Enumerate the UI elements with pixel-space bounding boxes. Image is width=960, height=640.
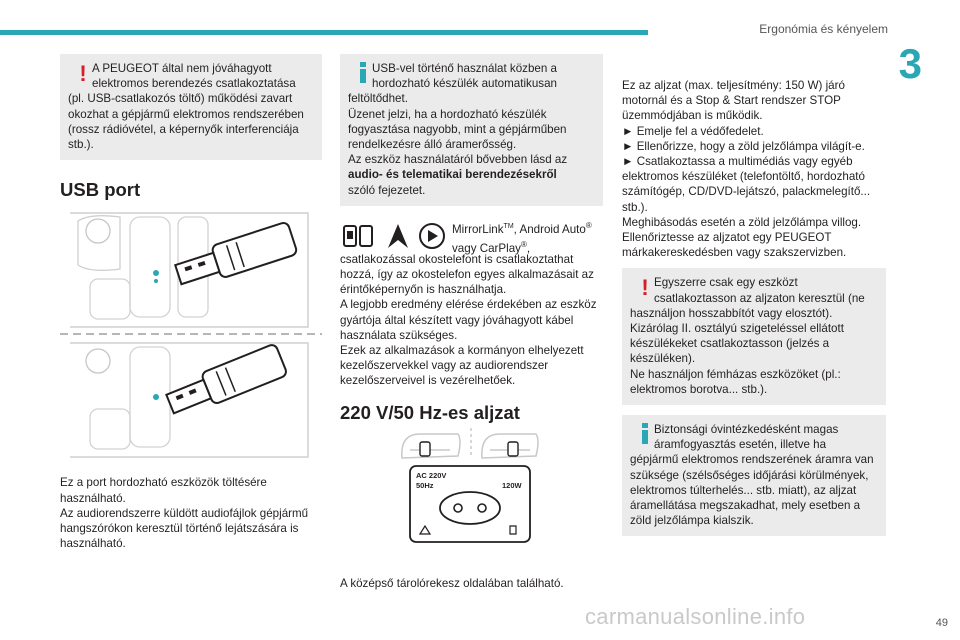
android-auto-icon — [388, 224, 408, 248]
column-right — [622, 78, 886, 536]
info-box — [340, 54, 603, 206]
registered-mark: ® — [585, 220, 592, 230]
step-3: ► Csatlakoztassa a multimédiás vagy egyéb elektromos készüléket (telefontöltő, hordozható számítógép, CD/DVD-lejátszó, palackmelegítő... stb.). — [622, 155, 871, 214]
info2-rest: gépjármű elektromos rendszerének áramra van szüksége (szélsőséges időjárási körülmények, elektromos túlterhelés... stb. miatt), az aljzat áramellátása megszakadhat, mely esetben a zöld jelzőlámpa kialszik. — [630, 453, 874, 528]
warn2-line-2: csatlakoztasson az aljzaton keresztül (ne — [654, 291, 865, 305]
header-accent-bar — [0, 30, 648, 35]
socket-caption: A középső tárolórekesz oldalában található. — [340, 576, 564, 590]
socket-illustration — [340, 428, 603, 568]
info-line-3: feltöltődhet. — [348, 92, 408, 106]
usb-text-1: Ez a port hordozható eszközök töltésére használható. — [60, 476, 267, 505]
socket-pin-left — [454, 504, 462, 512]
mirrorlink-icon — [344, 226, 372, 246]
column-middle — [340, 54, 603, 591]
section-title: Ergonómia és kényelem — [759, 22, 888, 36]
console-top-view — [402, 428, 538, 458]
registered-mark-2: ® — [520, 239, 527, 249]
trademark: TM — [503, 222, 514, 230]
socket-label-ac: AC 220V — [416, 470, 447, 480]
socket-power-text: Ez az aljzat (max. teljesítmény: 150 W) járó motornál és a Stop & Start rendszer STOP üzemmódjában is működik. — [622, 79, 845, 123]
mirror-description — [340, 252, 603, 389]
socket-pin-right — [478, 504, 486, 512]
socket-label-hz: 50Hz — [416, 480, 434, 490]
info-icon-2 — [635, 423, 655, 445]
info-line-6: szóló fejezetet. — [348, 183, 426, 197]
info2-line-1: Biztonsági óvintézkedésként magas — [654, 423, 839, 437]
warning-box-2 — [622, 268, 886, 405]
column-left — [60, 54, 322, 551]
socket-faceplate — [410, 466, 530, 542]
step-1: ► Emelje fel a védőfedelet. — [622, 124, 764, 138]
watermark: carmanualsonline.info — [585, 604, 806, 629]
mirror-text-3: Ezek az alkalmazások a kormányon elhelyezett kezelőszervekkel vagy az audiorendszer kezelőszerveivel is vezérelhetőek. — [340, 344, 584, 388]
warn2-line-3: használjon hosszabbítót vagy elosztót). — [630, 306, 833, 320]
carplay-text: vagy CarPlay — [452, 241, 521, 255]
socket-heading: 220 V/50 Hz-es aljzat — [340, 401, 520, 423]
socket-details — [622, 78, 886, 260]
info-icon — [353, 62, 373, 84]
mirror-label — [452, 218, 604, 256]
usb-description — [60, 475, 322, 551]
mirror-row — [340, 218, 603, 255]
warning-icon-2: ! — [641, 275, 649, 301]
step-2: ► Ellenőrizze, hogy a zöld jelzőlámpa világít-e. — [622, 139, 865, 153]
warn2-line-1: Egyszerre csak egy eszközt — [654, 276, 798, 290]
usb-plug-top — [173, 222, 298, 291]
socket-outlet — [440, 492, 500, 524]
info-line-1: USB-vel történő használat közben a — [372, 62, 557, 75]
usb-port-illustration — [60, 209, 322, 459]
usb-text-2: Az audiorendszerre küldött audiofájlok gépjármű hangszórókon keresztül történő lejátszására is használható. — [60, 506, 309, 551]
dealer-text: Ellenőriztesse az aljzatot egy PEUGEOT márkakereskedésben vagy szakszervizben. — [622, 231, 847, 260]
info-bold-text: audio- és telematikai berendezésekről — [348, 168, 557, 182]
fault-text: Meghibásodás esetén a zöld jelzőlámpa villog. — [622, 215, 862, 229]
info-line-2: hordozható készülék automatikusan — [372, 77, 557, 91]
warning-icon: ! — [79, 61, 87, 86]
info-line-4: Üzenet jelzi, ha a hordozható készülék fogyasztása nagyobb, mint a gépjárműben rendelkezésre álló áramerősség. — [348, 107, 567, 152]
comma: , — [526, 241, 531, 255]
mirrorlink-text: MirrorLink — [452, 222, 504, 236]
chapter-number: 3 — [898, 40, 922, 87]
warn2-line-4: Kizárólag II. osztályú szigeteléssel ellátott készülékeket csatlakoztasson (jelzés a készüléken). — [630, 322, 844, 366]
info-box-2 — [622, 415, 886, 536]
warning-line-2: elektromos berendezés csatlakoztatása — [92, 77, 296, 91]
warn2-line-5: Ne használjon fémházas eszközöket (pl.: elektromos borotva... stb.). — [630, 367, 841, 396]
warning-line-1: A PEUGEOT által nem jóváhagyott — [92, 62, 272, 75]
info2-line-2: áramfogyasztás esetén, illetve ha — [654, 438, 827, 452]
android-auto-text: , Android Auto — [513, 222, 586, 236]
warning-box — [60, 54, 322, 160]
smartphone-apps-icons — [342, 220, 450, 252]
carplay-icon — [420, 224, 444, 248]
usb-heading: USB port — [60, 179, 141, 201]
socket-label-w: 120W — [502, 480, 522, 490]
page-number: 49 — [935, 617, 948, 629]
mirror-text-1: csatlakozással okostelefont is csatlakoztathat hozzá, így az okostelefon egyes alkalmazásait az érintőképernyőn is használhatja. — [340, 252, 594, 297]
info-line-5: Az eszköz használatáról bővebben lásd az — [348, 153, 568, 167]
mirror-text-2: A legjobb eredmény elérése érdekében az eszköz gyártója által készített vagy jóváhagyott kábel használata szükséges. — [340, 298, 597, 342]
usb-plug-bottom — [164, 344, 288, 420]
warning-rest: (pl. USB-csatlakozós töltő) működési zavart okozhat a gépjármű elektromos rendszerében (rossz rádióvétel, a képernyők interferenciája stb.). — [68, 92, 304, 152]
